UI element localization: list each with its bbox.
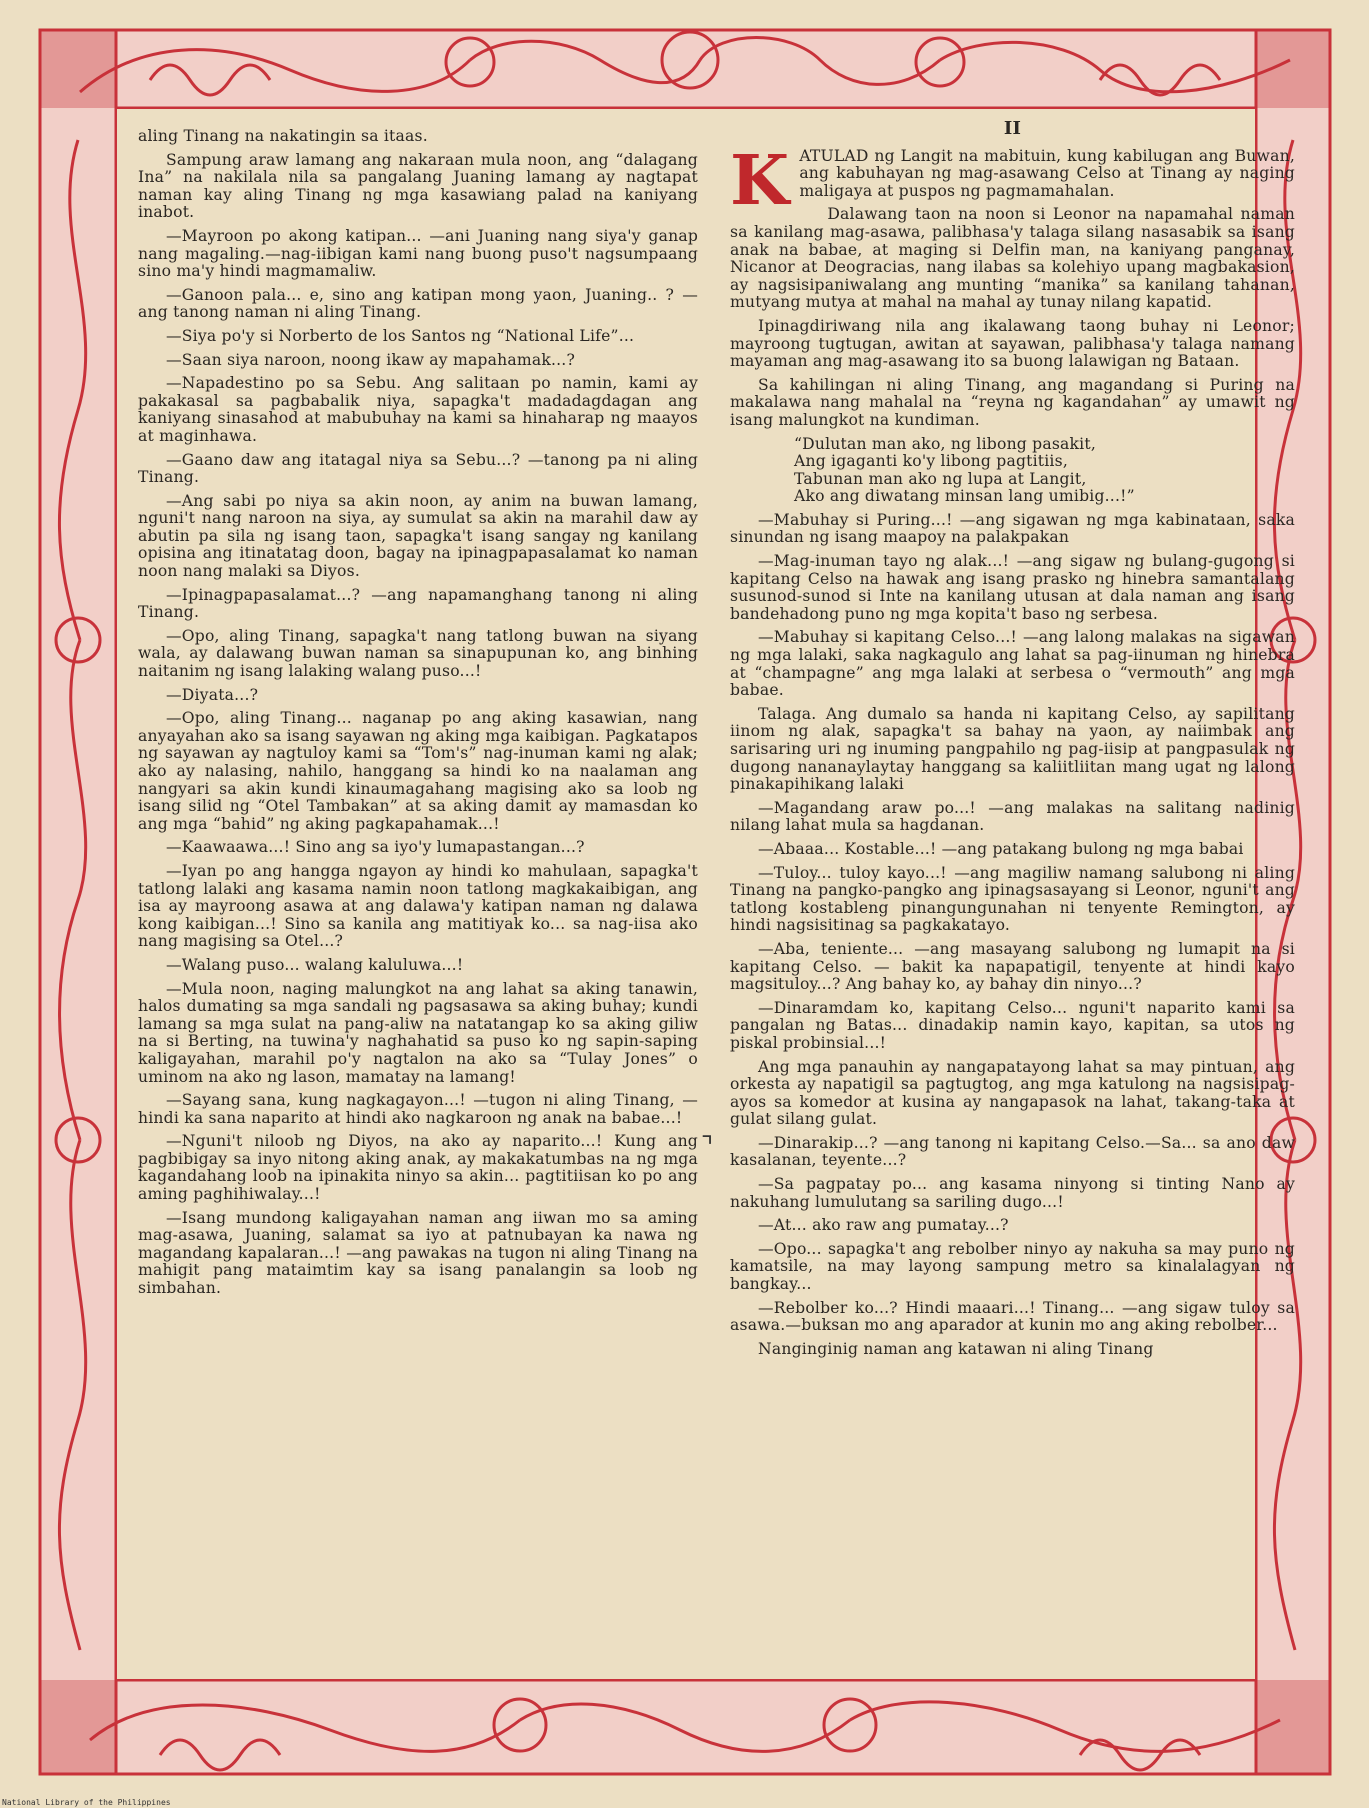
paragraph: —Mula noon, naging malungkot na ang lahat sa aking tanawin, halos dumating sa mga sandali ng pagsasawa sa aking buhay; kundi lamang sa mga sulat na pang-aliw na natatangap ko sa aking giliw na si Berting, na tuwina'y naghahatid sa puso ko ng sapin-saping kaligayahan, marahil po'y nagtalon na ako sa “Tulay Jones” o uminom na ako ng lason, mamatay na lamang!	[138, 979, 698, 1086]
paragraph: Dalawang taon na noon si Leonor na napamahal naman sa kanilang mag-asawa, palibhasa'y talaga silang nasasabik sa isang anak na babae, at maging si Delfin man, na kaniyang panganay, Nicanor at Deogracias, nang ilabas sa kolehiyo upang magbakasion, ay nagsisipaniwalang ang munting “manika” sa kanilang tahanan, mutyang mutya at mahal na mahal ay tunay nilang kapatid.	[730, 205, 1295, 312]
paragraph: Sa kahilingan ni aling Tinang, ang magandang si Puring na makalawa nang mahalal na “reyna ng kagandahan” ay umawit ng isang malungkot na kundiman.	[730, 375, 1295, 429]
verse-line: Ako ang diwatang minsan lang umibig...!”	[794, 487, 1135, 506]
verse-line: “Dulutan man ako, ng libong pasakit,	[794, 434, 1096, 453]
paragraph: —Ang sabi po niya sa akin noon, ay anim na buwan lamang, nguni't nang naroon na siya, ay sumulat sa akin na marahil daw ay abutin pa sila ng isang taon, sapagka't isang sangay ng kanilang opisina ang itinatatag doon, bagay na ipinagpapasalamat ko naman noon nang malaki sa Diyos.	[138, 491, 698, 581]
chapter-number: II	[1003, 118, 1022, 139]
paragraph: —Saan siya naroon, noong ikaw ay mapahamak...?	[166, 350, 576, 369]
paragraph: —Dinarakip...? —ang tanong ni kapitang Celso.—Sa... sa ano daw kasalanan, teyente...?	[730, 1133, 1295, 1170]
paragraph: aling Tinang na nakatingin sa itaas.	[138, 127, 428, 145]
drop-cap: K	[730, 140, 790, 221]
paragraph: —Siya po'y si Norberto de los Santos ng “National Life”...	[166, 326, 635, 345]
paragraph: —Opo, aling Tinang, sapagka't nang tatlong buwan na siyang wala, ay dalawang buwan naman sa sinapupunan ko, ang binhing naitanim ng isang lalaking walang puso...!	[138, 626, 698, 681]
paragraph: Talaga. Ang dumalo sa handa ni kapitang Celso, ay sapilitang iinom ng alak, sapagka't sa bahay na yaon, ay naiimbak ang sarisaring uri ng inuming pangpahilo ng pag-iisip at pangpasulak ng dugong nananaylaytay hanggang sa kaliitliitan mang ugat ng lalong pinakapihikang lalaki	[730, 704, 1295, 794]
paragraph: —At... ako raw ang pumatay...?	[758, 1216, 1009, 1235]
verse-line: Ang igaganti ko'y libong pagtitiis,	[794, 452, 1068, 471]
paragraph: —Ganoon pala... e, sino ang katipan mong yaon, Juaning.. ? —ang tanong naman ni aling Tinang.	[138, 285, 698, 322]
kundiman-verse	[730, 436, 1295, 506]
paragraph: —Mayroon po akong katipan... —ani Juaning nang siya'y ganap nang magaling.—nag-iibigan kami nang buong puso't nagsumpaang sino ma'y hindi magmamaliw.	[138, 226, 698, 281]
paragraph: —Sa pagpatay po... ang kasama ninyong si tinting Nano ay nakuhang lumulutang sa sariling dugo...!	[730, 1175, 1295, 1211]
paragraph: —Mag-inuman tayo ng alak...! —ang sigaw ng bulang-gugong si kapitang Celso na hawak ang isang prasko ng hinebra samantalang susunod-sunod si Inte na kanilang utusan at dala naman ang isang bandehadong puno ng mga kopita't baso ng serbesa.	[730, 552, 1295, 623]
opening-text: ATULAD ng Langit na mabituin, kung kabilugan ang Buwan, ang kabuhayan ng mag-asawang Celso at Tinang ay naging maligaya at puspos ng pagmamahalan.	[799, 146, 1295, 200]
paragraph: —Mabuhay si Puring...! —ang sigawan ng mga kabinataan, saka sinundan ng isang maapoy na palakpakan	[730, 510, 1295, 547]
paragraph: Nanginginig naman ang katawan ni aling Tinang	[758, 1339, 1154, 1358]
paragraph: —Magandang araw po...! —ang malakas na salitang nadinig nilang lahat mula sa hagdanan.	[730, 798, 1295, 835]
margin-pencil-mark: ⌝	[701, 1132, 714, 1162]
paragraph: —Iyan po ang hangga ngayon ay hindi ko mahulaan, sapagka't tatlong lalaki ang kasama namin noon tatlong magkakaibigan, ang isa ay mayroong asawa at ang dalawa'y katipan naman ng dalawa kong kaibigan...! Sino sa kanila ang matitiyak ko... sa nag-iisa ako nang magising sa Otel...?	[138, 861, 698, 951]
paragraph: —Ipinagpapasalamat...? —ang napamanghang tanong ni aling Tinang.	[138, 585, 698, 622]
paragraph: —Mabuhay si kapitang Celso...! —ang lalong malakas na sigawan ng mga lalaki, saka nagkagulo ang lahat sa pag-iinuman ng hinebra at “champagne” ang mga lalaki at serbesa o “vermouth” ang mga babae.	[730, 628, 1295, 700]
paragraph: Ang mga panauhin ay nangapatayong lahat sa may pintuan, ang orkesta ay napatigil sa pagtugtog, ang mga katulong na nagsisipag-ayos sa komedor at kusina ay nangapasok na lahat, takang-taka at gulat silang gulat.	[730, 1057, 1295, 1129]
right-column	[730, 120, 1295, 1364]
paragraph: Ipinagdiriwang nila ang ikalawang taong buhay ni Leonor; mayroong tugtugan, awitan at sayawan, palibhasa'y talaga namang mayaman ang mag-asawang ito sa buong lalawigan ng Bataan.	[730, 316, 1295, 371]
paragraph: —Walang puso... walang kaluluwa...!	[166, 955, 464, 974]
paragraph: —Isang mundong kaligayahan naman ang iiwan mo sa aming mag-asawa, Juaning, salamat sa iyo at patnubayan ka nawa ng magandang kapalaran...! —ang pawakas na tugon ni aling Tinang na mahigit pang mataimtim kay sa isang panalangin sa loob ng simbahan.	[138, 1208, 698, 1298]
left-column	[138, 128, 698, 1304]
paragraph: —Nguni't niloob ng Diyos, na ako ay naparito...! Kung ang pagbibigay sa inyo nitong aking anak, ay makakatumbas na ng mga kagandahang loob na ipinakita ninyo sa akin... pagtitiisan ko po ang aming paghihiwalay...!	[138, 1132, 698, 1204]
paragraph: Sampung araw lamang ang nakaraan mula noon, ang “dalagang Ina” na nakilala nila sa pangalang Juaning lamang ay nagtapat naman kay aling Tinang ng mga kasawiang palad na kaniyang inabot.	[138, 150, 698, 222]
paragraph: —Rebolber ko...? Hindi maaari...! Tinang... —ang sigaw tuloy sa asawa.—buksan mo ang aparador at kunin mo ang aking rebolber...	[730, 1298, 1295, 1335]
opening-paragraph	[730, 140, 1295, 221]
paragraph: —Kaawaawa...! Sino ang sa iyo'y lumapastangan...?	[166, 838, 585, 857]
paragraph: —Sayang sana, kung nagkagayon...! —tugon ni aling Tinang, —hindi ka sana naparito at hindi ako nagkaroon ng anak na babae...!	[138, 1091, 698, 1127]
paragraph: —Diyata...?	[166, 685, 259, 704]
paragraph: —Aba, teniente... —ang masayang salubong ng lumapit na si kapitang Celso. — bakit ka napapatigil, tenyente at hindi kayo magsituloy...? Ang bahay ko, ay bahay din ninyo...?	[730, 939, 1295, 994]
paragraph: —Tuloy... tuloy kayo...! —ang magiliw namang salubong ni aling Tinang na pangko-pangko ang ipinagsasayang si Leonor, nguni't ang tatlong kostableng pinangungunahan ni tenyente Remington, ay hindi nagsisitinag sa pagkakatayo.	[730, 863, 1295, 935]
paragraph: —Napadestino po sa Sebu. Ang salitaan po namin, kami ay pakakasal sa pagbabalik niya, sapagka't madadagdagan ang kaniyang sinasahod at mabubuhay na kami sa hinaharap ng maayos at maginhawa.	[138, 374, 698, 445]
paragraph: —Opo, aling Tinang... naganap po ang aking kasawian, nang anyayahan ako sa isang sayawan ng aking mga kaibigan. Pagkatapos ng sayawan ay nagtuloy kami sa “Tom's” nag-inuman kami ng alak; ako ay nalasing, nahilo, hanggang sa hindi ko na naalaman ang nangyari sa akin kundi kinaumagahang magising ako sa loob ng isang silid ng “Otel Tambakan” at sa aking damit ay mamasdan ko ang mga “bahid” ng aking pagkapahamak...!	[138, 709, 698, 833]
paragraph: —Opo... sapagka't ang rebolber ninyo ay nakuha sa may puno ng kamatsile, na may layong sampung metro sa kinalalagyan ng bangkay...	[730, 1239, 1295, 1294]
paragraph: —Dinaramdam ko, kapitang Celso... nguni't naparito kami sa pangalan ng Batas... dinadakip namin kayo, kapitan, sa utos ng piskal probinsial...!	[730, 998, 1295, 1052]
library-footer: National Library of the Philippines	[2, 1798, 171, 1807]
verse-line: Tabunan man ako ng lupa at Langit,	[794, 469, 1087, 488]
paragraph: —Abaaa... Kostable...! —ang patakang bulong ng mga babai	[758, 839, 1244, 858]
paragraph: —Gaano daw ang itatagal niya sa Sebu...? —tanong pa ni aling Tinang.	[138, 450, 698, 487]
